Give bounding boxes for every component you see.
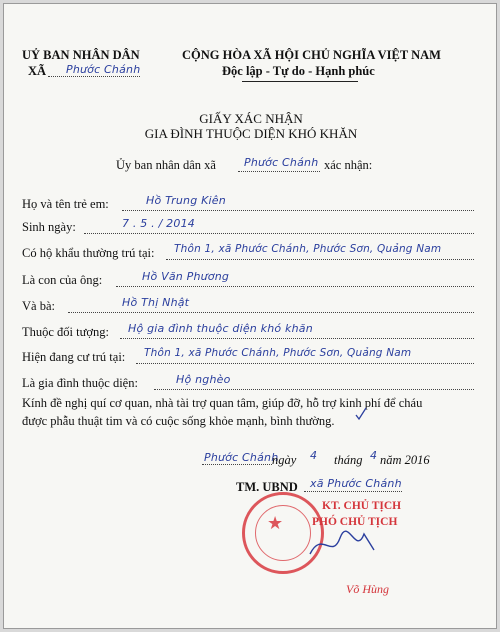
date-day-label: ngày: [272, 453, 297, 467]
field-value-residence: Thôn 1, xã Phước Chánh, Phước Sơn, Quảng Nam: [174, 243, 442, 255]
field-label-mother: Và bà:: [22, 299, 55, 313]
field-label-household-type: Là gia đình thuộc diện:: [22, 376, 138, 390]
field-label-child-name: Họ và tên trẻ em:: [22, 197, 109, 211]
handwritten-signature-icon: [304, 524, 384, 564]
document-page: [3, 3, 497, 629]
stamp-line1: KT. CHỦ TỊCH: [322, 500, 402, 512]
motto-underline: [242, 81, 358, 82]
star-icon: ★: [267, 513, 284, 533]
stamp-line2: PHÓ CHỦ TỊCH: [312, 516, 398, 528]
field-value-category: Hộ gia đình thuộc diện khó khăn: [128, 322, 313, 335]
tm-ubnd: TM. UBND: [236, 480, 298, 494]
signer-name: Võ Hùng: [346, 582, 389, 596]
commune-prefix: XÃ: [28, 64, 47, 78]
motto: Độc lập - Tự do - Hạnh phúc: [222, 64, 375, 78]
field-value-father: Hồ Văn Phương: [142, 270, 230, 283]
date-year-label: năm 2016: [380, 453, 430, 467]
field-label-current-residence: Hiện đang cư trú tại:: [22, 350, 126, 364]
date-place: Phước Chánh: [204, 451, 279, 464]
field-value-current-residence: Thôn 1, xã Phước Chánh, Phước Sơn, Quảng Nam: [144, 347, 412, 359]
intro-handwritten: Phước Chánh: [244, 156, 319, 169]
request-line2: được phẫu thuật tim và có cuộc sống khỏe mạnh, bình thường.: [22, 414, 335, 428]
checkmark-handwritten-icon: [354, 406, 368, 422]
commune-handwritten: Phước Chánh: [66, 63, 141, 76]
field-value-birthdate: 7 . 5 . / 2014: [122, 217, 195, 230]
republic-title: CỘNG HÒA XÃ HỘI CHỦ NGHĨA VIỆT NAM: [182, 48, 441, 62]
request-line1: Kính đề nghị quí cơ quan, nhà tài trợ quan tâm, giúp đỡ, hỗ trợ kinh phí để cháu: [22, 396, 423, 410]
field-label-father: Là con của ông:: [22, 273, 103, 287]
intro-prefix: Ủy ban nhân dân xã: [116, 158, 216, 172]
document-title-line2: GIA ĐÌNH THUỘC DIỆN KHÓ KHĂN: [144, 126, 358, 141]
field-value-child-name: Hồ Trung Kiên: [146, 194, 226, 207]
field-value-household-type: Hộ nghèo: [176, 373, 231, 386]
tm-commune-handwritten: xã Phước Chánh: [310, 477, 402, 490]
committee-name: UỶ BAN NHÂN DÂN: [22, 48, 140, 62]
field-value-mother: Hồ Thị Nhật: [122, 296, 190, 309]
date-month-label: tháng: [334, 453, 363, 467]
date-day: 4: [310, 449, 318, 462]
document-title-line1: GIẤY XÁC NHẬN: [199, 111, 303, 126]
field-label-birthdate: Sinh ngày:: [22, 220, 76, 234]
field-label-residence: Có hộ khẩu thường trú tại:: [22, 246, 155, 260]
intro-suffix: xác nhận:: [324, 158, 373, 172]
date-month: 4: [370, 449, 378, 462]
field-label-category: Thuộc đối tượng:: [22, 325, 109, 339]
